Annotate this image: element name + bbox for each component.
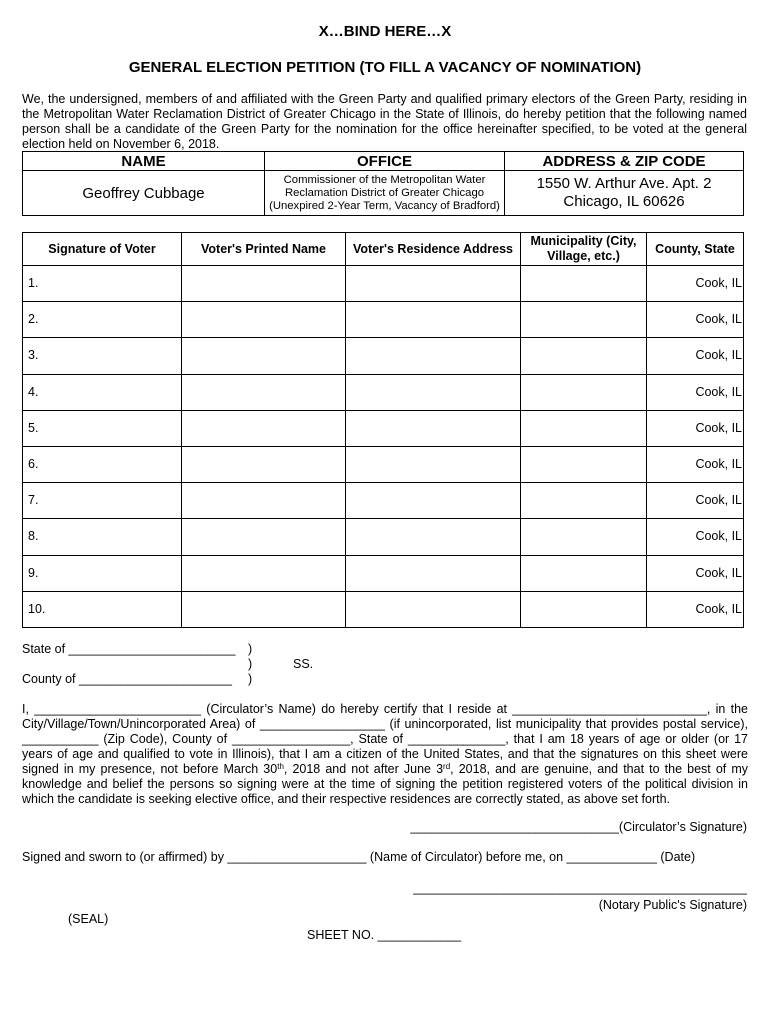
- office-line: Commissioner of the Metropolitan Water: [283, 173, 486, 186]
- county-state-cell: [647, 446, 744, 482]
- certification-text: , 2018 and not after June 3: [283, 762, 444, 776]
- header-municipality: Municipality (City, Village, etc.): [521, 233, 647, 266]
- signature-row: [23, 446, 744, 482]
- signature-cell: [23, 410, 182, 446]
- printed-name-cell: [182, 338, 346, 374]
- header-address: ADDRESS & ZIP CODE: [505, 152, 744, 171]
- signature-row: [23, 591, 744, 627]
- row-number: 8.: [28, 529, 39, 544]
- signature-cell: [23, 374, 182, 410]
- county-state: Cook, IL: [695, 312, 742, 327]
- printed-name-cell: [182, 591, 346, 627]
- address-line: Chicago, IL 60626: [563, 193, 685, 210]
- residence-address-cell: [346, 302, 521, 338]
- county-state: Cook, IL: [695, 493, 742, 508]
- signature-cell: [23, 302, 182, 338]
- intro-paragraph: [22, 92, 747, 152]
- county-state-cell: [647, 302, 744, 338]
- county-state-cell: [647, 374, 744, 410]
- county-state-cell: [647, 410, 744, 446]
- row-number: 5.: [28, 420, 39, 435]
- municipality-cell: [521, 410, 647, 446]
- municipality-cell: [521, 446, 647, 482]
- county-state-cell: [647, 266, 744, 302]
- county-state: Cook, IL: [695, 276, 742, 291]
- venue-bracket: ): [248, 672, 253, 686]
- row-number: 1.: [28, 276, 39, 291]
- printed-name-cell: [182, 519, 346, 555]
- circulator-certification: [22, 702, 748, 807]
- row-number: 6.: [28, 457, 39, 472]
- signature-cell: [23, 555, 182, 591]
- petition-title: GENERAL ELECTION PETITION (TO FILL A VACANCY OF NOMINATION): [128, 59, 642, 76]
- ordinal-suffix: th: [277, 762, 284, 771]
- signature-cell: [23, 591, 182, 627]
- signature-cell: [23, 446, 182, 482]
- municipality-cell: [521, 483, 647, 519]
- ordinal-suffix: rd: [443, 762, 451, 771]
- venue-bracket: ): [248, 642, 253, 656]
- office-line: Reclamation District of Greater Chicago: [284, 186, 485, 199]
- county-state-cell: [647, 483, 744, 519]
- municipality-cell: [521, 302, 647, 338]
- header-name: NAME: [23, 152, 265, 171]
- printed-name-cell: [182, 374, 346, 410]
- municipality-cell: [521, 555, 647, 591]
- county-state-cell: [647, 591, 744, 627]
- certification-line: City/Village/Town/Unincorporated Area) of __________________ (if unincorporated, list municipality that provides postal service),: [22, 717, 748, 731]
- bind-here-marker: X…BIND HERE…X: [318, 23, 452, 40]
- certification-line: knowledge and belief the persons so signing were at the time of signing the petition registered voters of the political division in: [22, 777, 748, 791]
- candidate-table: [22, 151, 744, 216]
- municipality-cell: [521, 374, 647, 410]
- signature-row: [23, 266, 744, 302]
- county-state: Cook, IL: [695, 348, 742, 363]
- sheet-number: SHEET NO. ____________: [307, 928, 462, 942]
- notary-signature-label: (Notary Public's Signature): [598, 898, 747, 912]
- intro-line: person shall be a candidate of the Green Party for the nomination for the office hereinafter specified, to be voted at the general: [22, 122, 747, 136]
- header-signature-of-voter: Signature of Voter: [23, 233, 182, 266]
- signature-row: [23, 338, 744, 374]
- residence-address-cell: [346, 338, 521, 374]
- certification-text: signed in my presence, not before March 30: [22, 762, 278, 776]
- row-number: 10.: [28, 601, 46, 616]
- signature-table: [22, 232, 744, 628]
- signature-row: [23, 410, 744, 446]
- header-office: OFFICE: [265, 152, 505, 171]
- county-state-cell: [647, 519, 744, 555]
- venue-ss: SS.: [293, 657, 314, 671]
- municipality-cell: [521, 338, 647, 374]
- county-state: Cook, IL: [695, 565, 742, 580]
- row-number: 9.: [28, 565, 39, 580]
- municipality-cell: [521, 591, 647, 627]
- signature-header-row: [23, 233, 744, 266]
- county-state: Cook, IL: [695, 601, 742, 616]
- residence-address-cell: [346, 555, 521, 591]
- candidate-row: [23, 171, 744, 216]
- residence-address-cell: [346, 410, 521, 446]
- certification-line: which the candidate is seeking elective office, and their respective residences are correctly stated, as above set forth.: [22, 792, 671, 806]
- printed-name-cell: [182, 555, 346, 591]
- signature-row: [23, 519, 744, 555]
- row-number: 4.: [28, 384, 39, 399]
- oath-line: Signed and sworn to (or affirmed) by ____________________ (Name of Circulator) before me, on _____________ (Date): [22, 850, 696, 864]
- residence-address-cell: [346, 483, 521, 519]
- candidate-header-row: [23, 152, 744, 171]
- header-printed-name: Voter's Printed Name: [182, 233, 346, 266]
- residence-address-cell: [346, 519, 521, 555]
- printed-name-cell: [182, 266, 346, 302]
- certification-line: [22, 762, 748, 777]
- printed-name-cell: [182, 446, 346, 482]
- signature-cell: [23, 266, 182, 302]
- row-number: 7.: [28, 493, 39, 508]
- signature-row: [23, 302, 744, 338]
- signature-row: [23, 483, 744, 519]
- residence-address-cell: [346, 446, 521, 482]
- seal-label: (SEAL): [68, 912, 109, 926]
- office-line: (Unexpired 2-Year Term, Vacancy of Bradford): [269, 199, 500, 212]
- county-state: Cook, IL: [695, 529, 742, 544]
- municipality-cell: [521, 266, 647, 302]
- intro-line: election held on November 6, 2018.: [22, 137, 220, 151]
- residence-address-cell: [346, 591, 521, 627]
- signature-cell: [23, 519, 182, 555]
- header-county-state: County, State: [647, 233, 744, 266]
- printed-name-cell: [182, 483, 346, 519]
- candidate-name: Geoffrey Cubbage: [23, 171, 265, 216]
- candidate-address: [505, 171, 744, 216]
- county-state-cell: [647, 555, 744, 591]
- signature-row: [23, 555, 744, 591]
- county-state: Cook, IL: [695, 420, 742, 435]
- certification-line: I, ________________________ (Circulator’s Name) do hereby certify that I reside at ____________________________, in the: [22, 702, 748, 716]
- county-state: Cook, IL: [695, 384, 742, 399]
- row-number: 2.: [28, 312, 39, 327]
- intro-line: We, the undersigned, members of and affiliated with the Green Party and qualified primary electors of the Green Party, residing in: [22, 92, 747, 106]
- intro-line: the Metropolitan Water Reclamation District of Greater Chicago in the State of Illinois, do hereby petition that the following named: [22, 107, 747, 121]
- certification-line: years of age and qualified to vote in Illinois), that I am a citizen of the United States, and that the signatures on this sheet were: [22, 747, 748, 761]
- circulator-signature-line: ______________________________(Circulator’s Signature): [410, 820, 747, 834]
- county-state: Cook, IL: [695, 457, 742, 472]
- venue-state-line: State of ________________________: [22, 642, 236, 656]
- header-residence-address: Voter's Residence Address: [346, 233, 521, 266]
- municipality-cell: [521, 519, 647, 555]
- printed-name-cell: [182, 302, 346, 338]
- printed-name-cell: [182, 410, 346, 446]
- address-line: 1550 W. Arthur Ave. Apt. 2: [536, 175, 712, 192]
- candidate-office: [265, 171, 505, 216]
- notary-signature-line: ________________________________________________: [413, 881, 747, 895]
- row-number: 3.: [28, 348, 39, 363]
- county-state-cell: [647, 338, 744, 374]
- residence-address-cell: [346, 266, 521, 302]
- venue-bracket: ): [248, 657, 253, 671]
- venue-county-line: County of ______________________: [22, 672, 232, 686]
- certification-line: ___________ (Zip Code), County of _________________, State of ______________, that I am 18 years of age or older (or 17: [22, 732, 748, 746]
- signature-row: [23, 374, 744, 410]
- signature-cell: [23, 338, 182, 374]
- signature-cell: [23, 483, 182, 519]
- residence-address-cell: [346, 374, 521, 410]
- certification-text: , 2018, and are genuine, and that to the best of my: [450, 762, 749, 776]
